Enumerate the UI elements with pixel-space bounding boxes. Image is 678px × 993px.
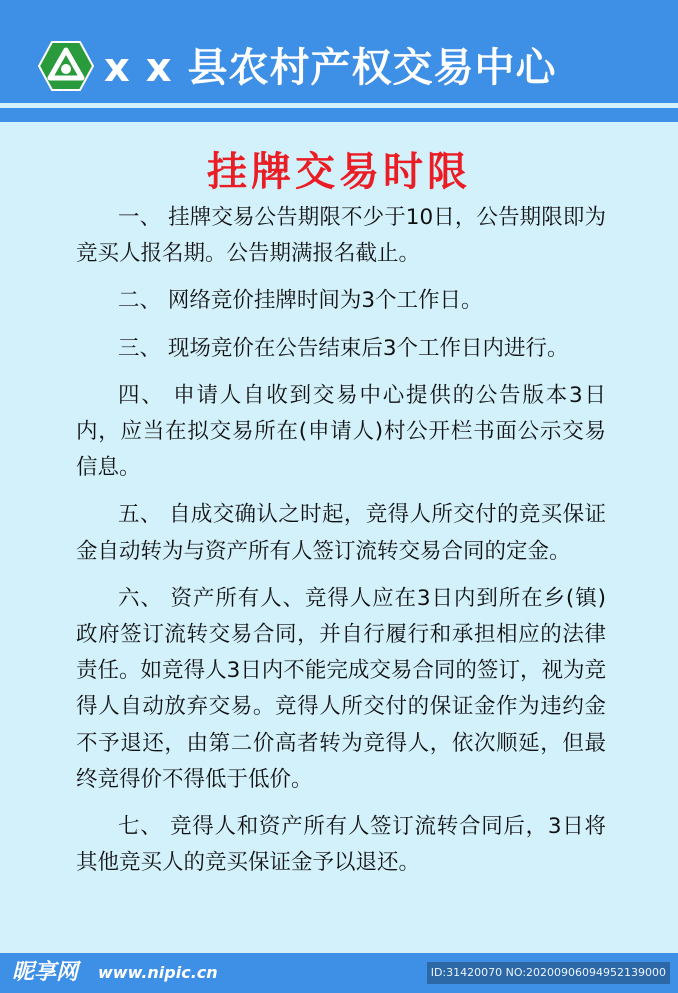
paragraph-2: 二、 网络竞价挂牌时间为3个工作日。 — [118, 288, 483, 314]
paragraph-5: 五、 自成交确认之时起，竞得人所交付的竞买保证金自动转为与资产所有人签订流转交易合同的定金。 — [76, 502, 606, 564]
paragraph-6: 六、 资产所有人、竞得人应在3日内到所在乡(镇)政府签订流转交易合同，并自行履行和承担相应的法律责任。如竞得人3日内不能完成交易合同的签订，视为竞得人自动放弃交易。竞得人所交付的保证金作为违约金不予退还，由第二价高者转为竞得人，依次顺延，但最终竞得价不得低于低价。 — [76, 585, 606, 792]
paragraph-4: 四、 申请人自收到交易中心提供的公告版本3日内，应当在拟交易所在(申请人)村公开栏书面公示交易信息。 — [76, 382, 606, 481]
paragraph-3: 三、 现场竞价在公告结束后3个工作日内进行。 — [118, 335, 569, 361]
watermark-id: ID:31420070 NO:20200906094952139000 — [427, 962, 670, 984]
watermark-url: www.nipic.cn — [98, 963, 218, 982]
watermark-brand: 昵享网 — [12, 960, 79, 985]
green-hexagon-emblem-icon — [38, 40, 94, 92]
header-stripe — [0, 108, 678, 122]
paragraph-7: 七、 竞得人和资产所有人签订流转合同后，3日将其他竞买人的竞买保证金予以退还。 — [76, 814, 606, 876]
paragraph-1: 一、 挂牌交易公告期限不少于10日，公告期限即为竞买人报名期。公告期满报名截止。 — [76, 205, 606, 267]
organization-title: x x 县农村产权交易中心 — [104, 45, 557, 91]
document-body — [76, 200, 606, 881]
document-title: 挂牌交易时限 — [207, 149, 471, 195]
